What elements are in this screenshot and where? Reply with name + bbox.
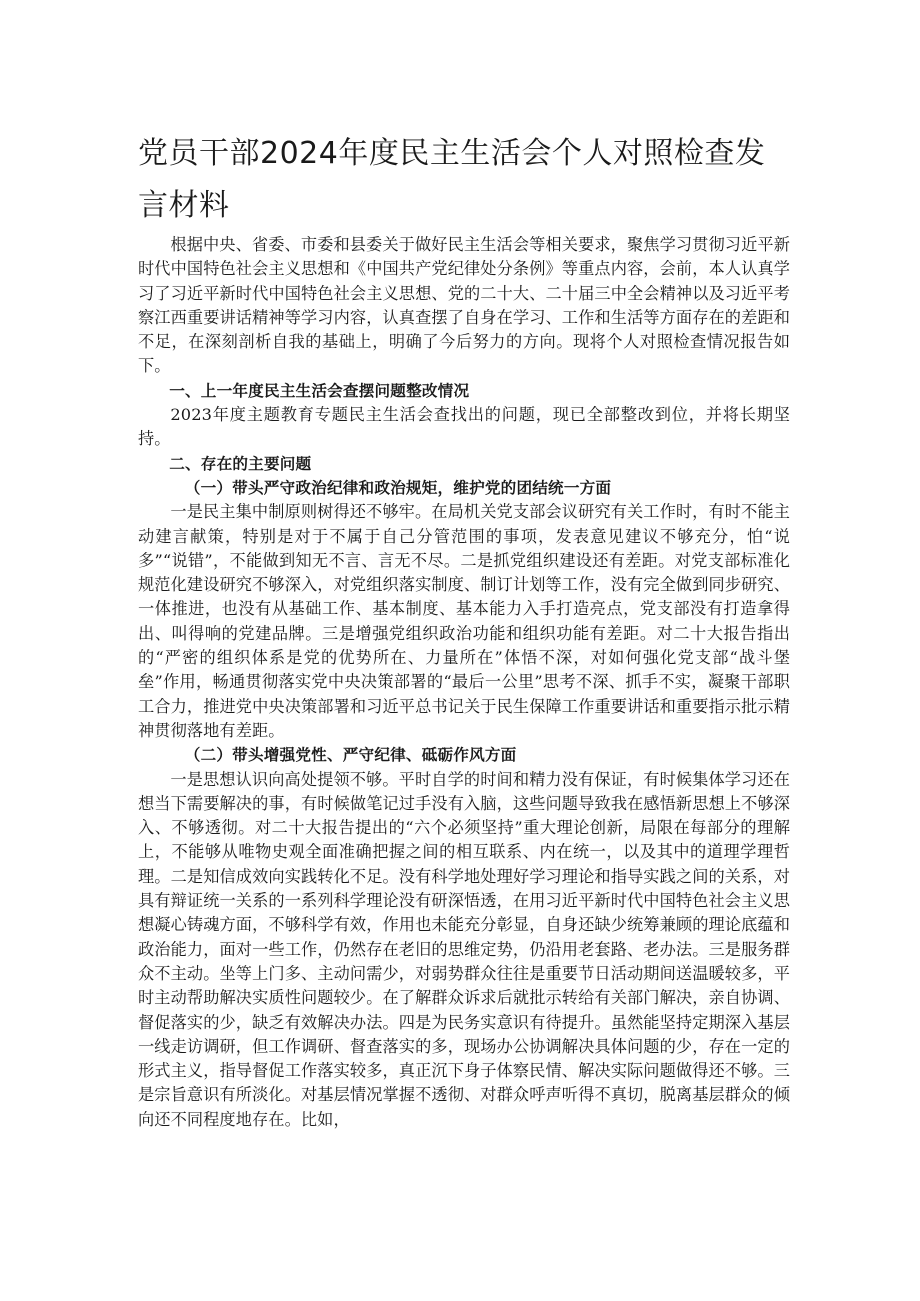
document-body [138,233,790,1132]
subsection-2-paragraph: 一是思想认识向高处提领不够。平时自学的时间和精力没有保证，有时候集体学习还在想当下需要解决的事，有时候做笔记过手没有入脑，这些问题导致我在感悟新思想上不够深入、不够透彻。对二十大报告提出的“六个必须坚持”重大理论创新，局限在每部分的理解上，不能够从唯物史观全面准确把握之间的相互联系、内在统一，以及其中的道理学理哲理。二是知信成效向实践转化不足。没有科学地处理好学习理论和指导实践之间的关系，对具有辩证统一关系的一系列科学理论没有研深悟透，在用习近平新时代中国特色社会主义思想凝心铸魂方面，不够科学有效，作用也未能充分彰显，自身还缺少统筹兼顾的理论底蕴和政治能力，面对一些工作，仍然存在老旧的思维定势，仍沿用老套路、老办法。三是服务群众不主动。坐等上门多、主动问需少，对弱势群众往往是重要节日活动期间送温暖较多，平时主动帮助解决实质性问题较少。在了解群众诉求后就批示转给有关部门解决，亲自协调、督促落实的少，缺乏有效解决办法。四是为民务实意识有待提升。虽然能坚持定期深入基层一线走访调研，但工作调研、督查落实的多，现场办公协调解决具体问题的少，存在一定的形式主义，指导督促工作落实较多，真正沉下身子体察民情、解决实际问题做得还不够。三是宗旨意识有所淡化。对基层情况掌握不透彻、对群众呼声听得不真切，脱离基层群众的倾向还不同程度地存在。比如， [138,769,790,1129]
document-title: 党员干部2024年度民主生活会个人对照检查发言材料 [138,136,766,223]
subsection-1-paragraph: 一是民主集中制原则树得还不够牢。在局机关党支部会议研究有关工作时，有时不能主动建言献策，特别是对于不属于自己分管范围的事项，发表意见建议不够充分，怕“说多”“说错”，不能做到知无不言、言无不尽。二是抓党组织建设还有差距。对党支部标准化规范化建设研究不够深入，对党组织落实制度、制订计划等工作，没有完全做到同步研究、一体推进，也没有从基础工作、基本制度、基本能力入手打造亮点，党支部没有打造拿得出、叫得响的党建品牌。三是增强党组织政治功能和组织功能有差距。对二十大报告指出的“严密的组织体系是党的优势所在、力量所在”体悟不深，对如何强化党支部“战斗堡垒”作用，畅通贯彻落实党中央决策部署的“最后一公里”思考不深、抓手不实，凝聚干部职工合力，推进党中央决策部署和习近平总书记关于民生保障工作重要讲话和重要指示批示精神贯彻落地有差距。 [138,502,790,740]
section-1-heading: 一、上一年度民主生活会查摆问题整改情况 [169,381,470,400]
subsection-2-heading: （二）带头增强党性、严守纪律、砥砺作风方面 [184,746,517,765]
intro-paragraph: 根据中央、省委、市委和县委关于做好民主生活会等相关要求，聚焦学习贯彻习近平新时代中国特色社会主义思想和《中国共产党纪律处分条例》等重点内容，会前，本人认真学习了习近平新时代中国特色社会主义思想、党的二十大、二十届三中全会精神以及习近平考察江西重要讲话精神等学习内容，认真查摆了自身在学习、工作和生活等方面存在的差距和不足，在深刻剖析自我的基础上，明确了今后努力的方向。现将个人对照检查情况报告如下。 [138,235,790,376]
section-1-paragraph: 2023年度主题教育专题民主生活会查找出的问题，现已全部整改到位，并将长期坚持。 [138,405,790,449]
section-2-heading: 二、存在的主要问题 [169,454,312,473]
subsection-1-heading: （一）带头严守政治纪律和政治规矩，维护党的团结统一方面 [184,478,612,497]
